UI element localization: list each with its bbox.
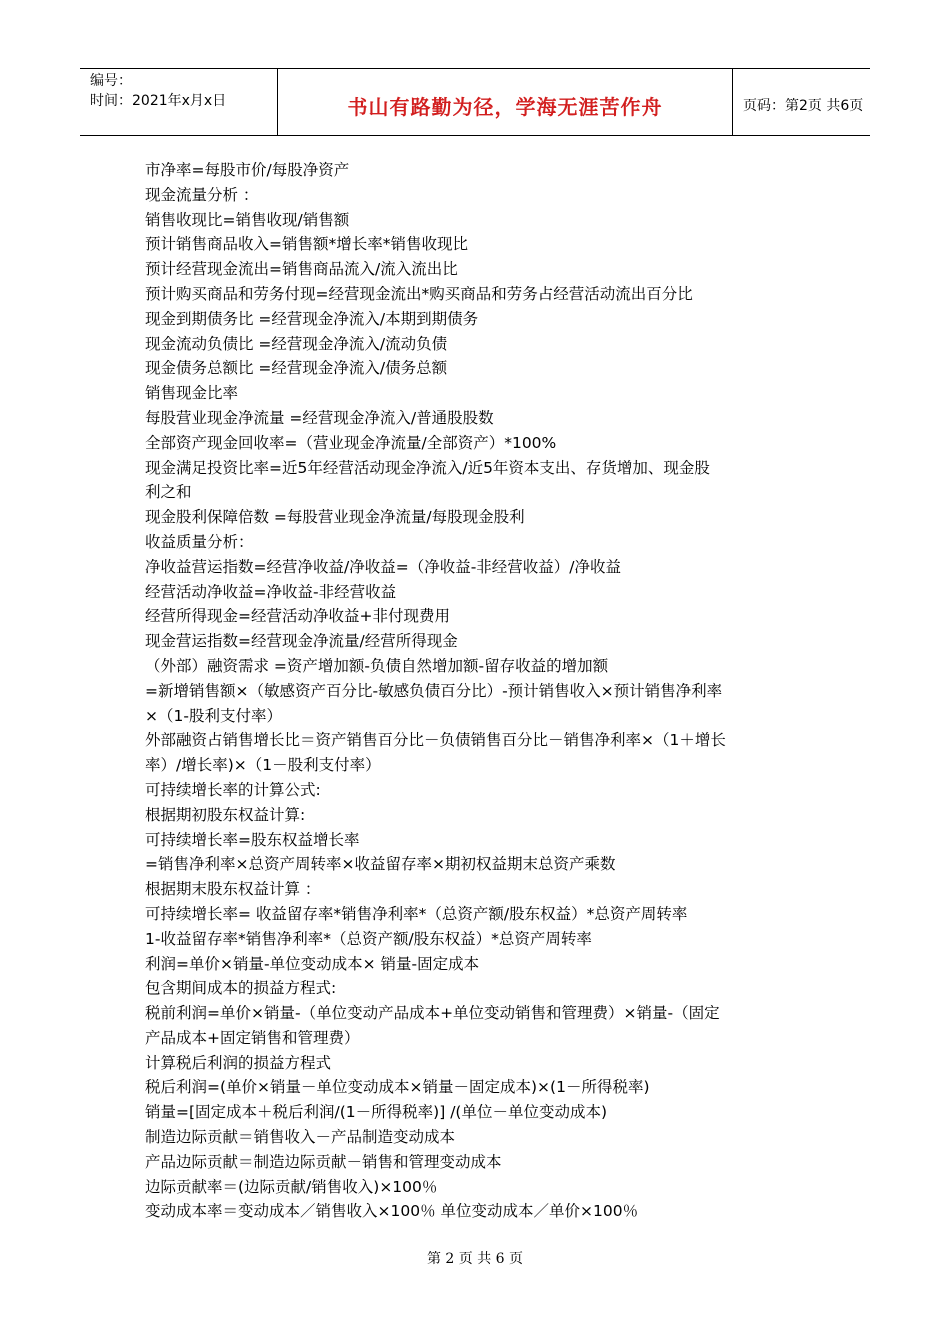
text-line: 根据期初股东权益计算: <box>145 805 306 824</box>
text-line: 市净率=每股市价/每股净资产 <box>145 161 350 179</box>
text-line: 计算税后利润的损益方程式 <box>145 1053 332 1072</box>
text-line: ×（1-股利支付率） <box>145 706 282 725</box>
text-line: 可持续增长率= 收益留存率*销售净利率*（总资产额/股东权益）*总资产周转率 <box>145 904 688 923</box>
page-header <box>80 68 870 136</box>
text-line: 利之和 <box>145 483 192 502</box>
text-line: 收益质量分析： <box>145 532 254 551</box>
page-footer: 第 2 页 共 6 页 <box>426 1251 524 1267</box>
text-line: 利润=单价×销量-单位变动成本× 销量-固定成本 <box>145 954 480 973</box>
text-line: 预计经营现金流出=销售商品流入/流入流出比 <box>145 260 458 279</box>
text-line: 现金流动负债比 =经营现金净流入/流动负债 <box>145 334 448 353</box>
text-line: 现金满足投资比率=近5年经营活动现金净流入/近5年资本支出、存货增加、现金股 <box>145 458 710 477</box>
text-line: 边际贡献率＝(边际贡献/销售收入)×100％ <box>145 1177 438 1196</box>
text-line: 销量=[固定成本＋税后利润/(1－所得税率)] /(单位－单位变动成本) <box>145 1103 608 1122</box>
text-line: 产品成本+固定销售和管理费） <box>145 1028 360 1047</box>
text-line: 预计销售商品收入=销售额*增长率*销售收现比 <box>145 235 468 254</box>
document-body <box>145 158 805 1224</box>
text-line: 根据期末股东权益计算 ： <box>145 880 321 899</box>
header-page-cell <box>733 69 870 135</box>
text-line: 税前利润=单价×销量-（单位变动产品成本+单位变动销售和管理费）×销量-（固定 <box>145 1004 720 1023</box>
text-line: 销售现金比率 <box>145 384 239 403</box>
text-line: 现金营运指数=经营现金净流量/经营所得现金 <box>145 632 458 651</box>
text-line: 产品边际贡献＝制造边际贡献－销售和管理变动成本 <box>145 1152 502 1171</box>
text-line: 每股营业现金净流量 =经营现金净流入/普通股股数 <box>145 408 494 427</box>
text-line: 现金债务总额比 =经营现金净流入/债务总额 <box>145 359 448 378</box>
text-line: 净收益营运指数=经营净收益/净收益=（净收益-非经营收益）/净收益 <box>145 557 622 576</box>
text-line: =销售净利率×总资产周转率×收益留存率×期初权益期末总资产乘数 <box>145 855 616 874</box>
text-line: 变动成本率＝变动成本／销售收入×100％ 单位变动成本／单价×100％ <box>145 1202 639 1221</box>
text-line: 现金到期债务比 =经营现金净流入/本期到期债务 <box>145 309 479 328</box>
text-line: 经营活动净收益=净收益-非经营收益 <box>145 582 397 601</box>
header-meta-cell <box>80 69 278 135</box>
text-line: 外部融资占销售增长比＝资产销售百分比－负债销售百分比－销售净利率×（1＋增长 <box>145 731 726 750</box>
header-motto-cell <box>278 69 733 135</box>
header-page-info: 页码：第2页 共6页 <box>743 98 864 114</box>
text-line: 率）/增长率)×（1－股利支付率） <box>145 756 381 775</box>
text-line: 包含期间成本的损益方程式: <box>145 979 337 998</box>
text-line: 现金流量分析 ： <box>145 185 259 204</box>
text-line: =新增销售额×（敏感资产百分比-敏感负债百分比）-预计销售收入×预计销售净利率 <box>145 681 723 700</box>
text-line: 可持续增长率的计算公式: <box>145 780 321 799</box>
text-line: 制造边际贡献＝销售收入－产品制造变动成本 <box>145 1128 456 1147</box>
text-line: （外部）融资需求 =资产增加额-负债自然增加额-留存收益的增加额 <box>145 656 609 675</box>
header-motto: 书山有路勤为径，学海无涯苦作舟 <box>347 95 663 119</box>
text-line: 全部资产现金回收率=（营业现金净流量/全部资产）*100% <box>145 433 557 452</box>
text-line: 可持续增长率=股东权益增长率 <box>145 830 360 849</box>
text-line: 1-收益留存率*销售净利率*（总资产额/股东权益）*总资产周转率 <box>145 929 592 948</box>
document-number-label: 编号： <box>90 73 132 89</box>
text-line: 经营所得现金=经营活动净收益+非付现费用 <box>145 607 450 626</box>
text-line: 销售收现比=销售收现/销售额 <box>145 210 350 229</box>
text-line: 税后利润=(单价×销量－单位变动成本×销量－固定成本)×(1－所得税率) <box>145 1078 650 1097</box>
document-time-label: 时间：2021年x月x日 <box>90 93 227 109</box>
text-line: 预计购买商品和劳务付现=经营现金流出*购买商品和劳务占经营活动流出百分比 <box>145 284 693 303</box>
text-line: 现金股利保障倍数 =每股营业现金净流量/每股现金股利 <box>145 508 525 527</box>
